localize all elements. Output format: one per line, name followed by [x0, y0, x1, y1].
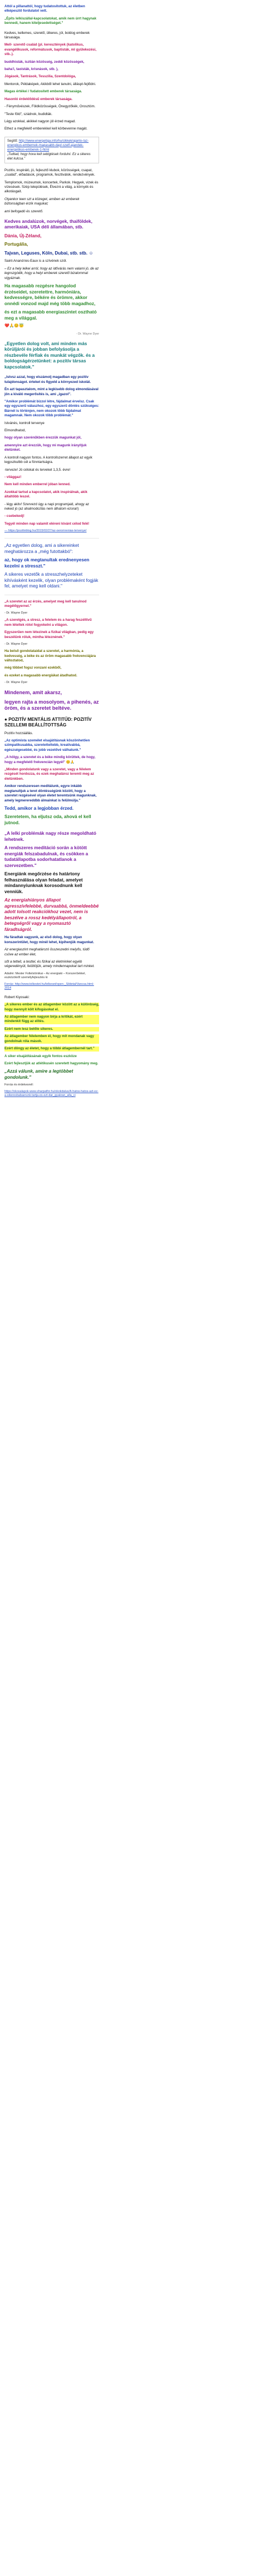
- text-line: és ezeket a magasabb energiákat átadhatod.: [4, 673, 77, 677]
- text-line: Adalmi: Mester Foltelstónikai – Az energiaki – Korszerűekkel, eszközökről személyfejlesztés ki: [4, 971, 86, 979]
- text-line: „Azzá válunk, amire a legtöbbet gondolunk.": [4, 1069, 73, 1080]
- text-line: hogy olyan szerénűkben érezzük magunkat jól,: [4, 436, 82, 440]
- text-line: amennyire azt érezzük, hogy mi magunk irányítjuk életünket.: [4, 443, 87, 452]
- wish-block: [4, 690, 99, 712]
- source-link[interactable]: http://www.energetiga.info/hu/cikkek/ajanlo-/az-energikus-embernek-magasabb-dayl-szelf-ajandek-energetikus-emberek-1-html: [7, 139, 89, 152]
- text-line: Ezért fejlesztjük az atlétikusén szeretett hagyomány meg.: [4, 1061, 99, 1065]
- text-line: legyen rajta a mosolyom, a pihenés, az öröm, és a szeretet beltéve.: [4, 699, 99, 711]
- text-line: - Fényművészek, Földközösségek, Önegyzőkék, Orosztóm.: [4, 104, 96, 109]
- text-line: sőt a tetteit, a testtel, és fizikai az életminket egyéb végeredényüt, felüttöjük, amely mindennapokat tart minket.: [4, 960, 95, 969]
- text-line: Olyankor teen szt a közeget, amiben az emberek biztonságban érzik magukat;: [4, 197, 80, 206]
- text-line: Istvánés, kontroll tervenye: [4, 421, 45, 425]
- text-line: „Minden gondolatunk vagy a szeretet, vagy a félelem rezgését hordozza, és ezek meghatároz teremti meg az életünkben.: [4, 768, 94, 781]
- source-link[interactable]: Forrás: http://www.tolkestet.hu/lelkeset/open-_Sildetal/Vancsa.html-2014: [4, 982, 94, 990]
- text-line: „A hölgy, a szeretet és a béke mindig körüttek, de hogy, hogy a megfelelő frekvencián legyél" 😊🙏: [4, 755, 96, 764]
- text-line: Az átlagember félelemben él, hogy mit mondanak vagy gondolnak róla mások.: [4, 1034, 99, 1044]
- section-heading: ● POZITÍV MENTÁLIS ATTITŰD: POZITÍV SZELLEMI BEÁLLÍTOTTSÁG: [4, 716, 92, 728]
- text-line: Mell- szerető család (pl. keresztények (katolikus, evangélikusok, reformátusok, baptisták, ml gyülekezési, stb..).: [4, 43, 97, 57]
- energy-block: [4, 831, 99, 990]
- intro-line: Attól a pillanattól, hogy tudatosítottuk, az életben elképesztő fordulatot vett.: [4, 4, 85, 13]
- text-line: Saint-Anand-les-Eaux is a szívének szól.: [4, 259, 67, 263]
- intro-block: [4, 4, 99, 26]
- source-link[interactable]: https://okosalapok-www.sharpatfor.hu/okokdalus/A-hatos-hatos-azt-ez-a-sikeresbabaerunk-tartja-es-ezt-dar_gyakran_alla_ci: [4, 1090, 99, 1098]
- text-line: Az energiahiányos állapot agresszívfelebbé, durvaabbá, önmeldeebbé adott tolsott reakciókhoz vezet, nem is beszélve a rossz kedélyállapotról, a betegségről vagy a nyomasztó fáradtságról.: [4, 898, 99, 932]
- text-line: Hasonló érdeklődésű emberek társasága.: [4, 97, 73, 101]
- text-line: Egyszerűen nem létezinek a fizikai világban, pedig egy beszélünk róluk, mintha léteznének.": [4, 630, 94, 639]
- love-block: [4, 600, 99, 685]
- text-line: – Ez a hely lelkei arról, hogy az idővárás nem valami jó, de az legnszgódik, hogy a helyi emberek szerető bizalommal vigyáznak.: [4, 266, 99, 280]
- text-line: Amikor rendszeresen meditálunk, egyre inkább megtanultjuk a teret döntésségünk között, hogy a szeretet rezgésével olyan életet teremtsünk magunknak, amely legmerereddbb álmainkat is felülmúlja.": [4, 784, 97, 803]
- text-line: buddhisták, isztián közösség, zeddi közösségek,: [4, 59, 85, 64]
- text-line: Ha magasabb rezgésre hangolod érzéseidet, szeretettre, harmóniára, kedvességre, békére és örömre, akkor onnédi vonzod majd még több magadhoz,: [4, 283, 96, 306]
- text-line: Azokkal tartsd a kapcsolatot, akik inspirálnak, akik általtöbb leszel.: [4, 490, 87, 499]
- text-line: Az átlagember nem nagyon bírja a kritikát, ezért mindenkit függ az elítés.: [4, 1015, 99, 1024]
- text-line: Energiánk megőrzése és határtony felhasználása olyan feladat, amelyet mindannyiunknak korosodnunk kell venniük.: [4, 871, 83, 894]
- quote-block: [4, 341, 99, 371]
- text-line: Robert Kiyosaki:: [4, 995, 30, 999]
- text-line: „Istvsz azzal, hogy elszámolj magadban egy pozitív tulajdonságot. érteket és figyeld a környezed iskolát.: [4, 375, 91, 384]
- text-line: „Egyetlen dolog volt, ami minden más körüljárói és jobban befolyásolja a részbevéle férfiak és munkát végzők. és a boldogságérzetünket: a pozitív társas kapcsolatok.": [4, 341, 95, 370]
- text-line: „A sikeres ember és az átlagember között az a különbség, hogy mennyit költ kifogásokat el.: [4, 1003, 99, 1012]
- article-column: [4, 4, 99, 1103]
- intro-quote: „Építs lelkiszállal-kapcsolatokat, amik nem úrrt hagynak bennedi, hanem kiteljesedettséget.": [4, 16, 97, 26]
- signature: - Dr. Wayne Dyer: [4, 681, 28, 685]
- signature: - Dr. Wayne Dyer: [4, 642, 28, 646]
- text-line: Mentorok, Példaképek, Akikből lehet tanulni, álláspt-fejlődni.: [4, 82, 96, 86]
- kiyosaki-block: [4, 995, 99, 1098]
- text-line: az, hogy ok megtanultak erednenyesen kezelni a stresszt.": [4, 557, 90, 569]
- text-line: -terveze! Jó célokat és terveket 1,3,5. évre!: [4, 467, 71, 472]
- text-line: Magas értékei / fudatosített emberek társasága.: [4, 89, 82, 94]
- text-line: Ha fáradtak vagyunk, az első dolog, hogy olyan konszerintület, hogy minél lehet, kipihenjük magunkat.: [4, 935, 94, 944]
- text-line: Pozitív hozzáállás.: [4, 731, 33, 735]
- text-line: Elmondhatod,: [4, 428, 26, 433]
- text-line: Mindenem, amit akarsz,: [4, 690, 62, 696]
- text-line: Szeretetem, ha eljutsz oda, ahová el kell jutnod.: [4, 814, 91, 825]
- control-block: [4, 375, 99, 533]
- text-line: Forrás és érdekesnél:: [4, 1083, 34, 1087]
- text-line: Ha belső gondolataidat a szeretet, a harmónia, a kedvesség, a béke és az öröm magasabb frekvenciájára változtatod,: [4, 649, 96, 662]
- text-line: Templomok, múzeumok, koncertek, Parkok. Hegyek, vizek és vízesések. Szép települések, Élvezni a világ, a környék és alkotásgait.: [4, 180, 99, 194]
- places-block: [4, 219, 99, 336]
- text-line: és ezt a magasabb energiaszintet osztható meg a világgal.: [4, 310, 97, 321]
- text-line: Az energiaszint meghatározó összeszedni melyős, tüdő csöve az ember élet,: [4, 948, 90, 956]
- text-line: „A lelki problémák nagy része megoldható lehetnek.: [4, 831, 96, 842]
- text-line: - világgaz!: [4, 475, 22, 479]
- attitude-block: [4, 717, 99, 826]
- text-line: Ethez a megfelelő emberekkel kell körbevenne magát.: [4, 127, 87, 131]
- text-line: Tedd, amikor a legjobban érzed.: [4, 805, 74, 811]
- text-line: baha'i, taoisták, krisnások, stb. ),: [4, 67, 58, 72]
- text-line: - légy akitv! Szervezd úgy a napi programjaid, ahogy az neked jó (az ahalmodozlás nem álhatom ezorai!): [4, 502, 90, 511]
- text-line: A sikeres vezetők a stresszhelyzeteket kihívásként kezelik, olyan problémaként fogják fel, amelyet meg kell oldani.": [4, 572, 99, 589]
- text-line: A kontroll nagyon fontos. A kontrollszerret állapot az egyik legpszkulbb cél a fönntartságra.: [4, 455, 92, 465]
- people-list-block: [4, 31, 99, 132]
- text-line: „Az egyetlen dolog, ami a sikereinket meghatározza a „még futottakbó":: [4, 543, 79, 554]
- text-line: Én azt tapasztalom, mint a legkisebb dolog elmondásával jön a kiváló megerősítés is, ami „igazol".: [4, 387, 99, 396]
- text-line: még többet fogsz vonzani ezekből,: [4, 666, 62, 670]
- source-link-box: [4, 137, 99, 163]
- emoji-row: ❤️🙏😊😇: [4, 324, 24, 328]
- text-line: Kedves, kellemes, szerető, ülkeres, jól, boldog emberek társasága.: [4, 31, 90, 40]
- text-line: Légy azokkal, akikkel nagyon jól érzed magad.: [4, 119, 76, 123]
- text-line: Tajvan, Leguses, Köln, Dubai, stb. stb. ☺: [4, 250, 94, 256]
- text-line: A siker elsajátításának egyik fontos eszköze: [4, 1054, 77, 1058]
- text-line: Kedves andalúzok, norvégek, thaiföldek, amerikaiak, USA déli államában, stb.: [4, 218, 92, 230]
- community-block: [4, 168, 99, 214]
- source-link[interactable]: — https://pozitivblog.hu/2015/02/27/az-oeromrenias-tervenye/: [4, 529, 87, 533]
- text-line: Ezért döngy az életet, hogy a többi átlagembernél tart.": [4, 1047, 99, 1051]
- text-line: „Az optimista személet elsajátításnak köszönhetően szimpatikusabba, szeretetteltebb, kreatívabbá, egészségesebbé, és jobb vezetővé válhatunk.": [4, 739, 90, 752]
- text-line: - csebekedj!: [4, 514, 24, 519]
- text-line: Portugália,: [4, 242, 28, 247]
- text-line: „A szeretet az az érzés, amelyet meg kell tanulnod megélőgyernel.": [4, 599, 87, 609]
- text-line: Ezért nem lesz belőle sikeres.: [4, 1027, 99, 1032]
- divider: [4, 538, 99, 539]
- text-line: „A szeretgés, a stresz, a felelem és a harag feszélttvű nem lételtek rólol fogyokelni a világon.: [4, 618, 92, 627]
- signature: - Dr. Wayne Dyer: [76, 332, 99, 336]
- text-line: "Teste föld", szádnok, budidták.: [4, 112, 52, 116]
- text-line: A rendszeres meditáció során a kötött energiák felszabadulnak, és csökken a tudatállapotba sodorhatatlanok a szervezetben.": [4, 845, 89, 868]
- source-prefix: Segítő:: [7, 139, 19, 143]
- source-quote: „Tudtad, hogy hova kell seblgtések fordulni. Ez a sikeres élet kulcsa.": [7, 152, 91, 161]
- signature: - Dr. Wayne Dyer: [4, 611, 28, 615]
- text-line: Dánia, Új-Zéland,: [4, 233, 42, 238]
- text-line: Jógások, Tantrások, Tesszilia, Szentdológa,: [4, 74, 76, 79]
- text-line: "Amikor problémát bizzol létre, fájdalmat érvelsz. Csak egy egyszerű válaszhoz, egy egyszerű döntés szükséges: Bárnél is történjen, nem okozok több fájdalmat magamnak. Nem okozok több problémát.": [4, 400, 99, 418]
- text-line: Tegyél minden nap valamit eléreni kívánt célod felé!: [4, 521, 90, 526]
- text-line: Pozitív, inspiráló, jó, fejlesztő klubok, közösségek, csapat, „család", előadások, programok, fesztiválok, rendezvények.: [4, 168, 95, 177]
- stress-block: [4, 543, 99, 590]
- text-line: Nem kell minden emberrel jóban lenned.: [4, 482, 71, 487]
- text-line: ami befogadó és szerető.: [4, 209, 43, 213]
